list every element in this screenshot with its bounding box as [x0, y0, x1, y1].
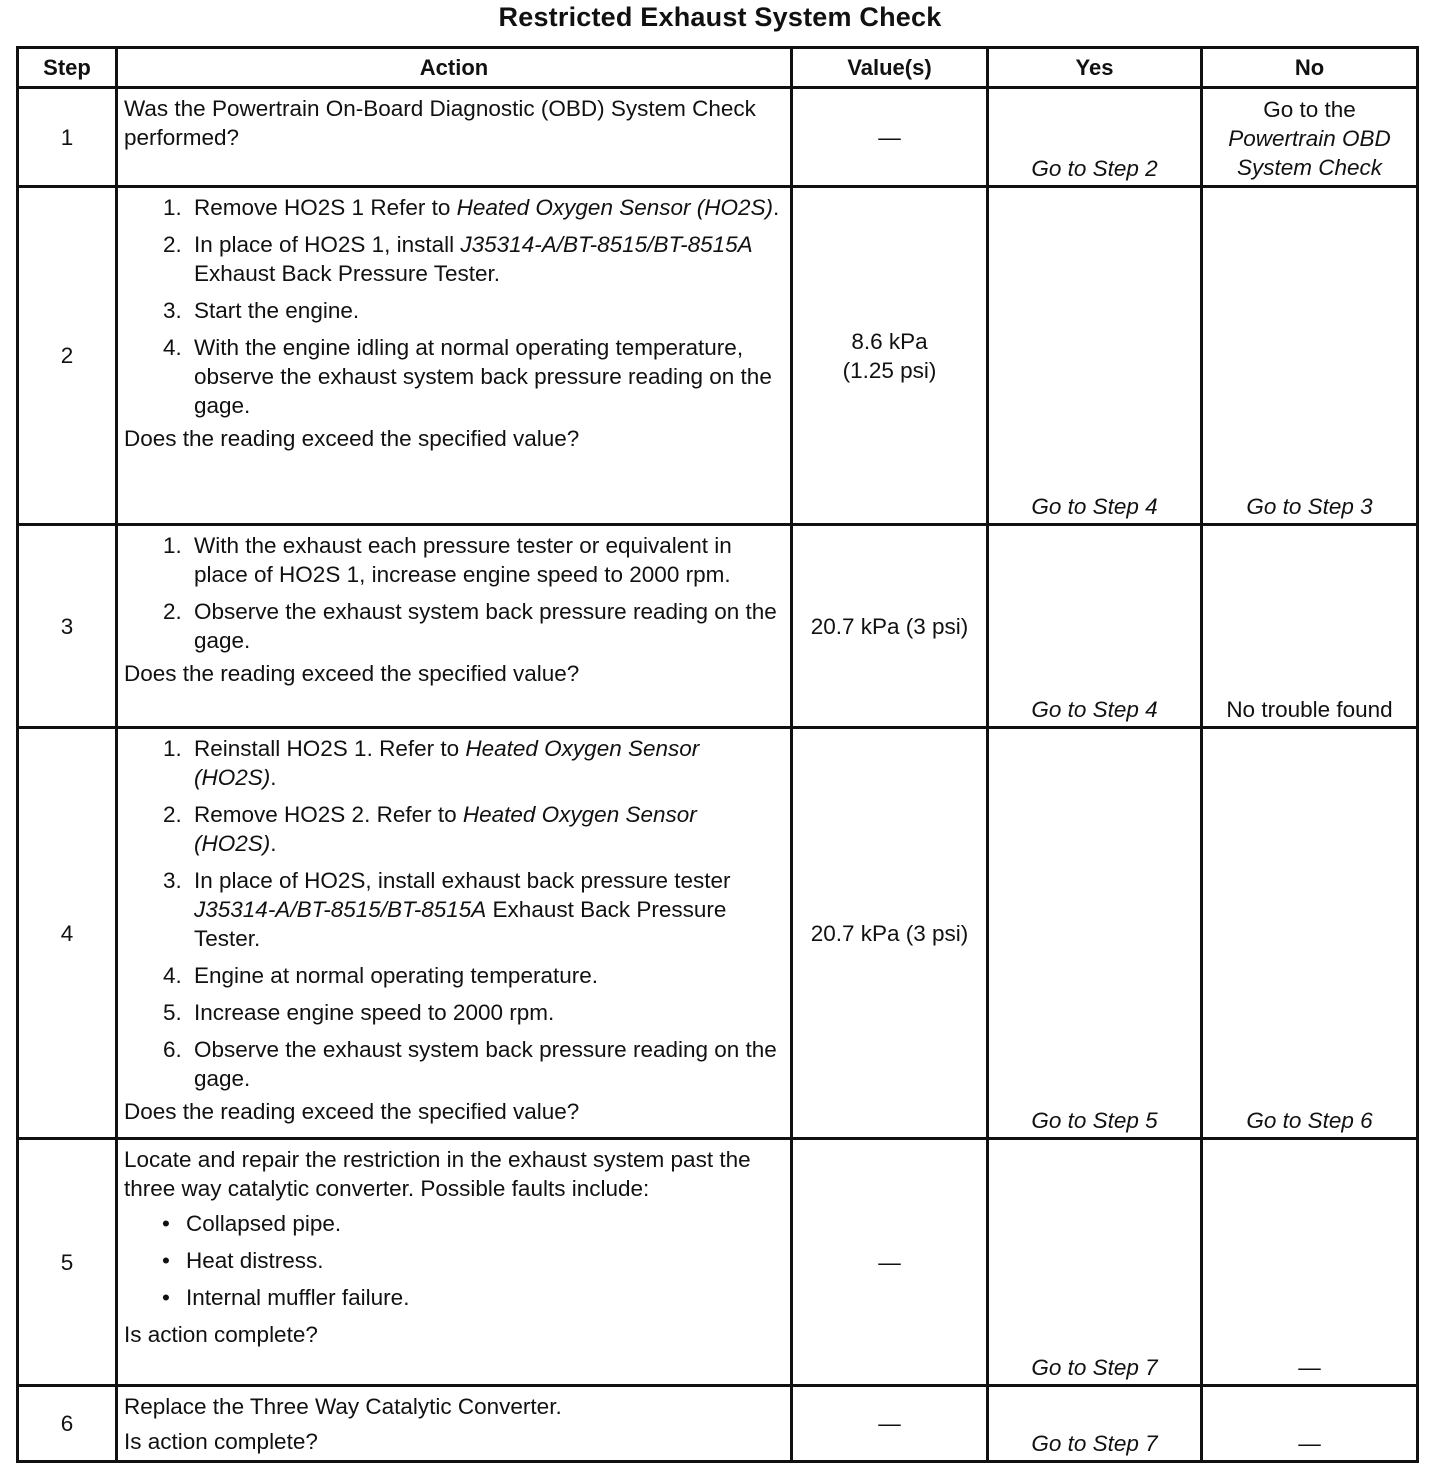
step-number: 2: [18, 187, 117, 525]
yes-cell: [988, 187, 1202, 525]
list-item: • Collapsed pipe.: [186, 1209, 784, 1238]
no-cell: No trouble found: [1202, 525, 1418, 728]
action-steps: [124, 193, 784, 420]
yes-link: Go to Step 7: [1031, 1355, 1158, 1380]
yes-link: Go to Step 5: [1031, 1108, 1158, 1133]
value-cell: —: [792, 1386, 988, 1462]
list-item: 4. With the engine idling at normal operating temperature, observe the exhaust system back pressure reading on the gage.: [188, 333, 784, 420]
step-number: 1: [18, 88, 117, 187]
list-item: 2. Remove HO2S 2. Refer to Heated Oxygen Sensor (HO2S).: [188, 800, 784, 858]
yes-link: Go to Step 2: [1031, 156, 1158, 181]
value-text: (1.25 psi): [842, 357, 937, 383]
value-cell: 20.7 kPa (3 psi): [792, 525, 988, 728]
no-text: Go to the: [1263, 97, 1356, 122]
action-cell: [117, 728, 792, 1139]
yes-link: Go to Step 7: [1031, 1431, 1158, 1456]
action-question: Is action complete?: [124, 1429, 318, 1454]
header-values: Value(s): [792, 48, 988, 88]
header-row: [18, 48, 1418, 88]
diagnostic-table: [16, 46, 1419, 1463]
action-steps: [124, 734, 784, 1093]
value-cell: 20.7 kPa (3 psi): [792, 728, 988, 1139]
action-text: Locate and repair the restriction in the exhaust system past the three way catalytic converter. Possible faults include:: [124, 1147, 751, 1201]
value-cell: —: [792, 88, 988, 187]
header-yes: Yes: [988, 48, 1202, 88]
list-item: 4. Engine at normal operating temperature.: [188, 961, 784, 990]
fault-list: [124, 1209, 784, 1312]
yes-cell: [988, 525, 1202, 728]
action-steps: [124, 531, 784, 655]
action-cell: [117, 187, 792, 525]
list-item: 3. In place of HO2S, install exhaust back pressure tester J35314-A/BT-8515/BT-8515A Exhaust Back Pressure Tester.: [188, 866, 784, 953]
list-item: 5. Increase engine speed to 2000 rpm.: [188, 998, 784, 1027]
action-question: Does the reading exceed the specified value?: [124, 426, 580, 451]
list-item: 2. Observe the exhaust system back pressure reading on the gage.: [188, 597, 784, 655]
header-step: Step: [18, 48, 117, 88]
action-cell: [117, 88, 792, 187]
no-link: Go to Step 3: [1246, 494, 1373, 519]
table-row-step-3: [18, 525, 1418, 728]
step-number: 4: [18, 728, 117, 1139]
action-cell: [117, 1386, 792, 1462]
action-cell: [117, 1139, 792, 1386]
no-link: Powertrain OBD System Check: [1228, 126, 1391, 180]
document-title: Restricted Exhaust System Check: [498, 2, 942, 32]
list-item: 1. Reinstall HO2S 1. Refer to Heated Oxygen Sensor (HO2S).: [188, 734, 784, 792]
action-question: Does the reading exceed the specified value?: [124, 1099, 580, 1124]
header-no: No: [1202, 48, 1418, 88]
list-item: • Internal muffler failure.: [186, 1283, 784, 1312]
table-row-step-1: [18, 88, 1418, 187]
step-number: 3: [18, 525, 117, 728]
no-cell: —: [1202, 1386, 1418, 1462]
no-cell: [1202, 187, 1418, 525]
table-row-step-2: [18, 187, 1418, 525]
yes-cell: [988, 1139, 1202, 1386]
no-cell: [1202, 728, 1418, 1139]
table-row-step-6: [18, 1386, 1418, 1462]
table-row-step-5: [18, 1139, 1418, 1386]
yes-link: Go to Step 4: [1031, 697, 1158, 722]
step-number: 5: [18, 1139, 117, 1386]
no-link: Go to Step 6: [1246, 1108, 1373, 1133]
yes-cell: [988, 728, 1202, 1139]
list-item: 6. Observe the exhaust system back pressure reading on the gage.: [188, 1035, 784, 1093]
action-cell: [117, 525, 792, 728]
step-number: 6: [18, 1386, 117, 1462]
no-cell: —: [1202, 1139, 1418, 1386]
action-text: Was the Powertrain On-Board Diagnostic (OBD) System Check performed?: [124, 96, 756, 150]
list-item: 3. Start the engine.: [188, 296, 784, 325]
no-cell: [1202, 88, 1418, 187]
yes-cell: [988, 88, 1202, 187]
yes-cell: [988, 1386, 1202, 1462]
table-row-step-4: [18, 728, 1418, 1139]
action-question: Does the reading exceed the specified value?: [124, 661, 580, 686]
header-action: Action: [117, 48, 792, 88]
list-item: 1. With the exhaust each pressure tester or equivalent in place of HO2S 1, increase engine speed to 2000 rpm.: [188, 531, 784, 589]
value-text: 8.6 kPa: [851, 328, 928, 354]
action-text: Replace the Three Way Catalytic Converter.: [124, 1394, 562, 1419]
value-cell: —: [792, 1139, 988, 1386]
list-item: 2. In place of HO2S 1, install J35314-A/BT-8515/BT-8515A Exhaust Back Pressure Tester.: [188, 230, 784, 288]
action-question: Is action complete?: [124, 1322, 318, 1347]
yes-link: Go to Step 4: [1031, 494, 1158, 519]
list-item: • Heat distress.: [186, 1246, 784, 1275]
value-cell: [792, 187, 988, 525]
list-item: 1. Remove HO2S 1 Refer to Heated Oxygen Sensor (HO2S).: [188, 193, 784, 222]
